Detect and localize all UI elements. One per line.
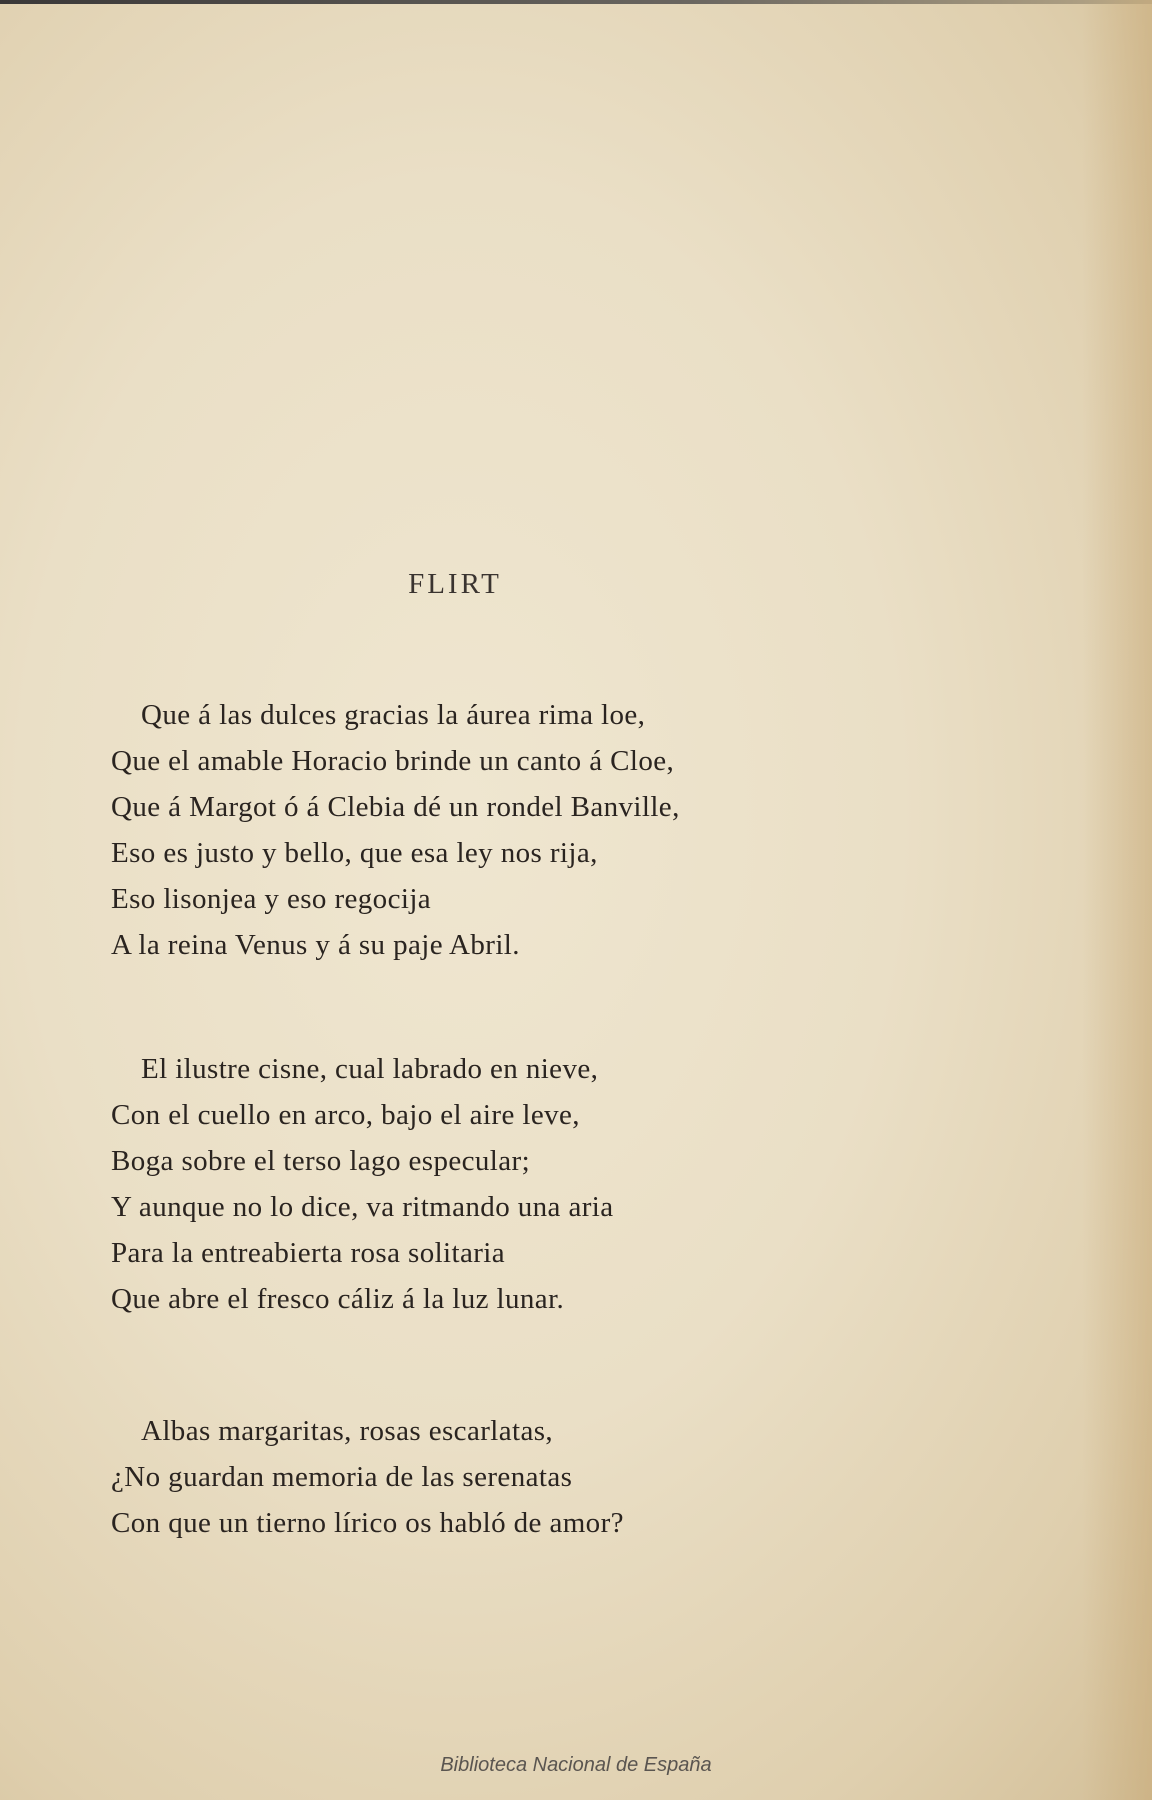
page-top-edge (0, 0, 1152, 4)
page-right-edge-shadow (1082, 0, 1152, 1800)
verse-line: Que abre el fresco cáliz á la luz lunar. (111, 1283, 565, 1315)
verse-line: Con el cuello en arco, bajo el aire leve, (111, 1099, 580, 1131)
verse-line: Que á las dulces gracias la áurea rima loe, (141, 699, 646, 731)
stanza-2 (111, 1046, 614, 1322)
verse-line: Eso es justo y bello, que esa ley nos rija, (111, 837, 598, 869)
stanza-1 (111, 692, 680, 968)
verse-line: Que el amable Horacio brinde un canto á Cloe, (111, 745, 675, 777)
verse-line: Boga sobre el terso lago especular; (111, 1145, 531, 1177)
verse-line: A la reina Venus y á su paje Abril. (111, 929, 520, 961)
verse-line: ¿No guardan memoria de las serenatas (111, 1461, 573, 1493)
library-watermark: Biblioteca Nacional de España (440, 1754, 712, 1776)
verse-line: Y aunque no lo dice, va ritmando una aria (111, 1191, 614, 1223)
poem-title: FLIRT (408, 568, 502, 600)
verse-line: Con que un tierno lírico os habló de amor? (111, 1507, 624, 1539)
verse-line: Eso lisonjea y eso regocija (111, 883, 432, 915)
verse-line: Que á Margot ó á Clebia dé un rondel Banville, (111, 791, 680, 823)
stanza-3 (111, 1408, 624, 1546)
verse-line: El ilustre cisne, cual labrado en nieve, (141, 1053, 599, 1085)
verse-line: Albas margaritas, rosas escarlatas, (141, 1415, 554, 1447)
verse-line: Para la entreabierta rosa solitaria (111, 1237, 506, 1269)
